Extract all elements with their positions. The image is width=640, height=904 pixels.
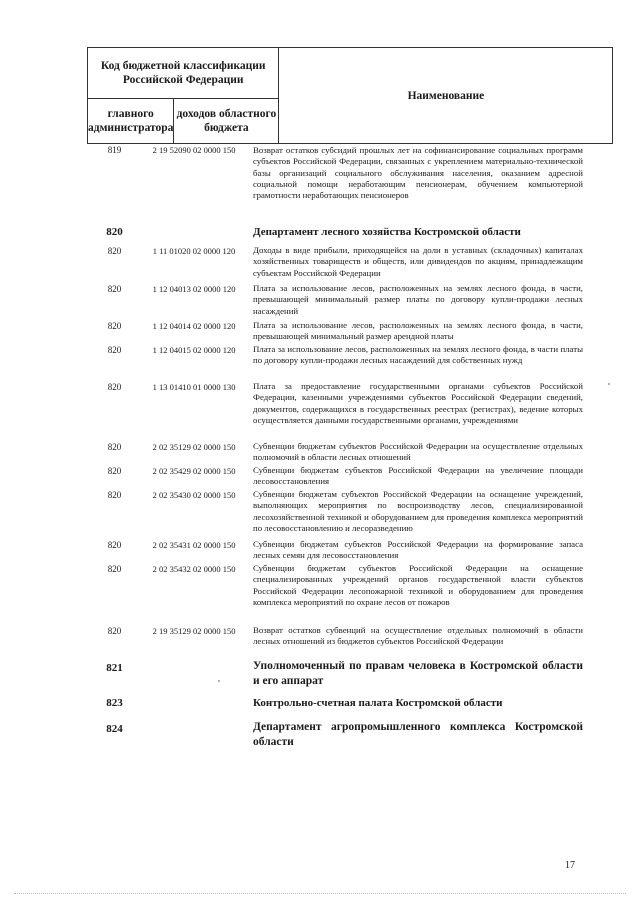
row-admin: 820	[107, 284, 122, 294]
scan-edge-line	[14, 893, 626, 894]
row-name: Плата за предоставление государственными органами субъектов Российской Федерации, казенными учреждениями субъектов Российской Федерации сведений, документов, содержащихся в государственных реестрах (регистрах), ведение которых осуществляется данными государственными органами, учреждениями	[253, 381, 583, 425]
row-code: 1 12 04015 02 0000 120	[152, 345, 236, 355]
row-name: Возврат остатков субсидий прошлых лет на софинансирование социальных программ субъектов Российской Федерации, связанных с укреплением материально-технической базы организаций социального обслуживания населения, оказанием адресной социальной помощи неработающим пенсионерам, обучением компьютерной грамотности неработающих пенсионеров	[253, 145, 583, 201]
row-name: Субвенции бюджетам субъектов Российской Федерации на оснащение учреждений, выполняющих мероприятия по воспроизводству лесов, специализированной лесохозяйственной техникой и оборудованием для проведения комплекса мероприятий по лесовосстановлению и лесоразведению	[253, 489, 583, 533]
row-code: 2 02 35129 02 0000 150	[152, 442, 236, 452]
header-kbk: Код бюджетной классификации Российской Федерации	[88, 48, 279, 99]
page-number: 17	[565, 860, 575, 871]
row-code: 2 02 35432 02 0000 150	[152, 564, 236, 574]
section-code: 820	[106, 226, 123, 238]
section-code: 823	[106, 697, 123, 709]
row-name: Субвенции бюджетам субъектов Российской Федерации на формирование запаса лесных семян для лесовосстановления	[253, 539, 583, 561]
section-title: Департамент агропромышленного комплекса Костромской области	[253, 721, 583, 748]
section-title: Контрольно-счетная палата Костромской области	[253, 697, 503, 709]
header-name: Наименование	[279, 48, 613, 144]
row-name: Субвенции бюджетам субъектов Российской Федерации на оснащение специализированных учреждений органов государственной власти субъектов Российской Федерации лесопожарной техникой и оборудованием для проведения комплекса мероприятий по охране лесов от пожаров	[253, 563, 583, 607]
row-admin: 820	[107, 321, 122, 331]
row-name: Субвенции бюджетам субъектов Российской Федерации на увеличение площади лесовосстановления	[253, 465, 583, 487]
section-code: 824	[106, 723, 123, 735]
row-code: 2 02 35430 02 0000 150	[152, 490, 236, 500]
row-admin: 820	[107, 442, 122, 452]
row-code: 1 13 01410 01 0000 130	[152, 382, 236, 392]
row-code: 2 19 52090 02 0000 150	[152, 145, 236, 155]
row-admin: 820	[107, 490, 122, 500]
row-admin: 820	[107, 466, 122, 476]
header-admin: главного администратора	[88, 99, 174, 144]
row-name: Плата за использование лесов, расположенных на землях лесного фонда, в части платы по договору купли-продажи лесных насаждений для собственных нужд	[253, 344, 583, 366]
row-name: Доходы в виде прибыли, приходящейся на доли в уставных (складочных) капиталах хозяйственных товариществ и обществ, или дивидендов по акциям, принадлежащим субъектам Российской Федерации	[253, 245, 583, 278]
header-income: доходов областного бюджета	[174, 99, 279, 144]
row-code: 1 12 04014 02 0000 120	[152, 321, 236, 331]
row-admin: 819	[107, 145, 122, 155]
row-admin: 820	[107, 382, 122, 392]
row-code: 2 02 35429 02 0000 150	[152, 466, 236, 476]
section-title: Уполномоченный по правам человека в Костромской области и его аппарат	[253, 660, 583, 687]
section-code: 821	[106, 662, 123, 674]
scan-speck	[218, 680, 220, 682]
row-code: 1 12 04013 02 0000 120	[152, 284, 236, 294]
section-title: Департамент лесного хозяйства Костромской области	[253, 226, 521, 238]
row-admin: 820	[107, 564, 122, 574]
row-admin: 820	[107, 540, 122, 550]
row-name: Плата за использование лесов, расположенных на землях лесного фонда, в части, превышающей минимальный размер арендной платы	[253, 320, 583, 342]
row-name: Субвенции бюджетам субъектов Российской Федерации на осуществление отдельных полномочий в области лесных отношений	[253, 441, 583, 463]
row-code: 2 19 35129 02 0000 150	[152, 626, 236, 636]
row-admin: 820	[107, 345, 122, 355]
row-code: 1 11 01020 02 0000 120	[152, 246, 236, 256]
row-admin: 820	[107, 246, 122, 256]
row-name: Возврат остатков субвенций на осуществление отдельных полномочий в области лесных отношений из бюджетов субъектов Российской Федерации	[253, 625, 583, 647]
scan-speck	[608, 383, 610, 385]
row-name: Плата за использование лесов, расположенных на землях лесного фонда, в части, превышающей минимальный размер платы по договору купли-продажи лесных насаждений	[253, 283, 583, 316]
row-admin: 820	[107, 626, 122, 636]
row-code: 2 02 35431 02 0000 150	[152, 540, 236, 550]
